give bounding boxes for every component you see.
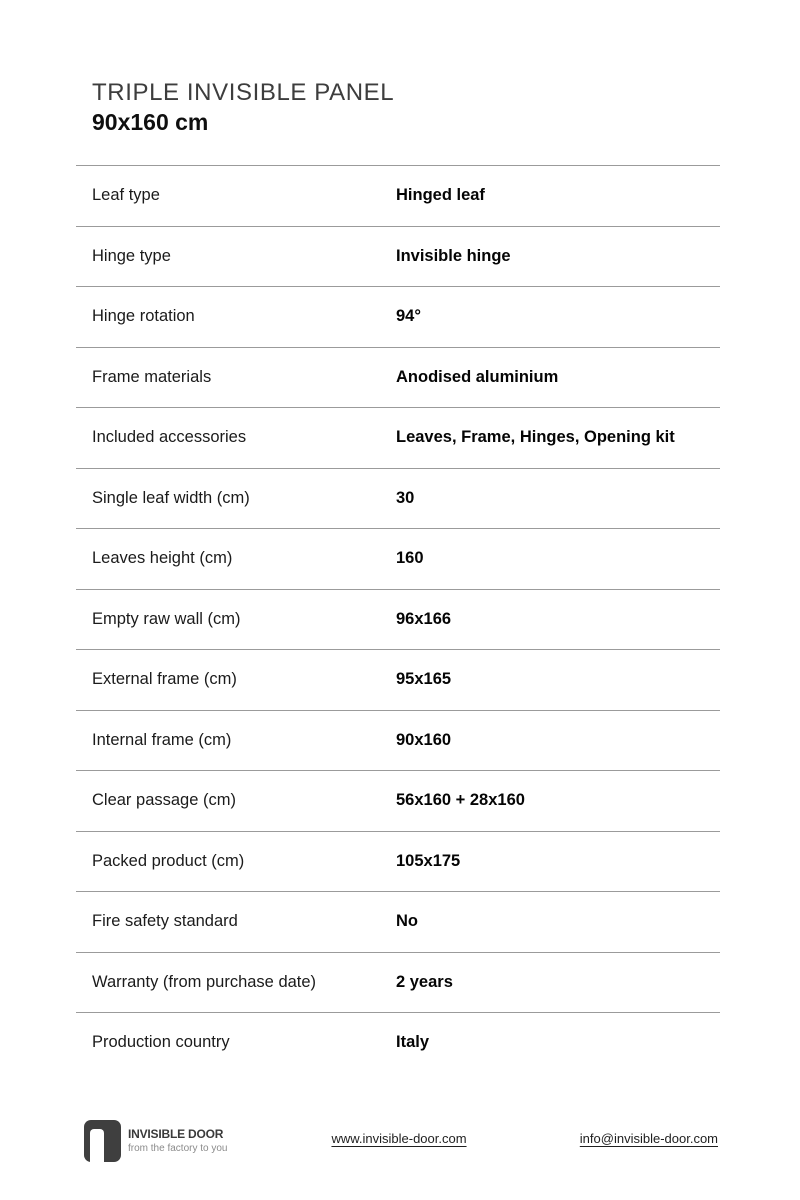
spec-row-value: Hinged leaf <box>396 186 485 205</box>
spec-row <box>76 589 720 650</box>
spec-row-value: No <box>396 912 418 931</box>
product-name: TRIPLE INVISIBLE PANEL <box>92 79 395 106</box>
website-link[interactable]: www.invisible-door.com <box>331 1131 467 1146</box>
spec-row-value: 160 <box>396 549 424 568</box>
spec-row-value: 96x166 <box>396 609 452 628</box>
spec-row <box>76 649 720 710</box>
spec-row <box>76 468 720 529</box>
brand-tagline: from the factory to you <box>128 1143 228 1154</box>
spec-row-label: Packed product (cm) <box>92 851 245 870</box>
spec-row-label: Hinge type <box>92 246 171 265</box>
spec-row-value: 56x160 + 28x160 <box>396 791 525 810</box>
email-link[interactable]: info@invisible-door.com <box>579 1131 718 1146</box>
spec-row <box>76 226 720 287</box>
brand-logo <box>84 1120 228 1162</box>
spec-row <box>76 770 720 831</box>
spec-row-label: Hinge rotation <box>92 307 195 326</box>
door-icon <box>84 1120 121 1162</box>
spec-row-value: Invisible hinge <box>396 246 511 265</box>
spec-row-value: 94° <box>396 307 421 326</box>
spec-row <box>76 1012 720 1073</box>
spec-row-label: Included accessories <box>92 428 247 447</box>
page-title <box>92 80 394 136</box>
spec-row-label: Leaf type <box>92 186 160 205</box>
product-size: 90x160 cm <box>92 109 209 136</box>
spec-table <box>76 165 720 1073</box>
spec-row <box>76 347 720 408</box>
spec-row-value: 90x160 <box>396 730 452 749</box>
brand-text <box>128 1120 228 1154</box>
spec-row-label: Fire safety standard <box>92 912 238 931</box>
spec-row-label: Warranty (from purchase date) <box>92 972 317 991</box>
spec-row-label: Leaves height (cm) <box>92 549 233 568</box>
spec-row <box>76 952 720 1013</box>
spec-row <box>76 165 720 226</box>
spec-row-label: Empty raw wall (cm) <box>92 609 241 628</box>
spec-row-value: Leaves, Frame, Hinges, Opening kit <box>396 428 675 447</box>
spec-row-value: 2 years <box>396 972 453 991</box>
spec-row-value: 105x175 <box>396 851 461 870</box>
spec-row-value: 30 <box>396 488 415 507</box>
brand-name: INVISIBLE DOOR <box>128 1127 224 1141</box>
spec-row-value: Anodised aluminium <box>396 367 559 386</box>
spec-row <box>76 286 720 347</box>
spec-row <box>76 831 720 892</box>
spec-row <box>76 891 720 952</box>
spec-row-label: Production country <box>92 1033 230 1052</box>
spec-row-label: Clear passage (cm) <box>92 791 236 810</box>
spec-row <box>76 528 720 589</box>
spec-row-label: Single leaf width (cm) <box>92 488 250 507</box>
spec-row <box>76 407 720 468</box>
spec-row-label: Frame materials <box>92 367 212 386</box>
spec-row-label: Internal frame (cm) <box>92 730 232 749</box>
spec-row-value: Italy <box>396 1033 430 1052</box>
spec-row <box>76 710 720 771</box>
spec-row-value: 95x165 <box>396 670 452 689</box>
spec-row-label: External frame (cm) <box>92 670 237 689</box>
